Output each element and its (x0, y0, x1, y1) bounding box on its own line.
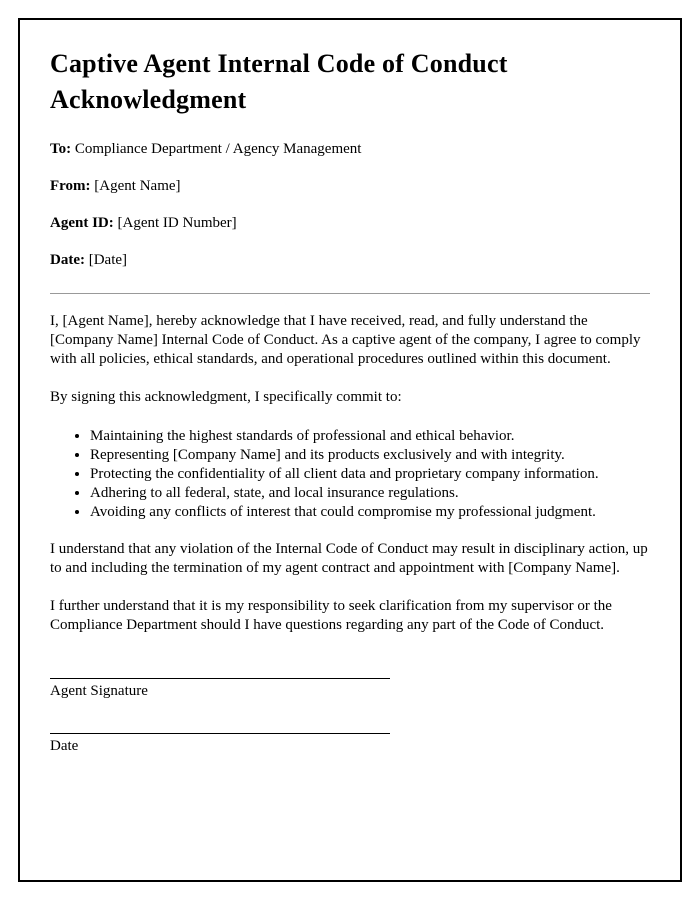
list-item: • Avoiding any conflicts of interest that could compromise my professional judgment. (90, 503, 650, 521)
meta-line-agent-id (50, 214, 650, 232)
violation-paragraph: I understand that any violation of the Internal Code of Conduct may result in disciplinary action, up to and including the termination of my agent contract and appointment with [Company Name]. (50, 540, 648, 576)
meta-line-date (50, 251, 650, 269)
date-label: Date: (50, 251, 85, 268)
from-label: From: (50, 177, 91, 194)
intro-paragraph: I, [Agent Name], hereby acknowledge that I have received, read, and fully understand the [Company Name] Internal Code of Conduct. As a captive agent of the company, I agree to comply with all policies, ethical standards, and operational procedures outlined within this document. (50, 312, 641, 368)
date-signature-label: Date (50, 738, 79, 755)
agent-id-label: Agent ID: (50, 214, 114, 231)
agent-signature-label: Agent Signature (50, 683, 148, 700)
list-item: • Adhering to all federal, state, and local insurance regulations. (90, 484, 650, 502)
section-divider (50, 293, 650, 294)
meta-line-from (50, 177, 650, 195)
list-item: • Representing [Company Name] and its products exclusively and with integrity. (90, 446, 650, 464)
commitments-list (50, 427, 650, 521)
from-value: [Agent Name] (94, 177, 181, 194)
to-label: To: (50, 140, 72, 157)
date-value: [Date] (88, 251, 128, 268)
agent-id-value: [Agent ID Number] (117, 214, 237, 231)
date-line (50, 722, 390, 734)
document-title: Captive Agent Internal Code of Conduct Acknowledgment (50, 49, 508, 114)
clarification-paragraph: I further understand that it is my responsibility to seek clarification from my supervisor or the Compliance Department should I have questions regarding any part of the Code of Conduct. (50, 597, 612, 634)
list-item: • Maintaining the highest standards of professional and ethical behavior. (90, 427, 650, 445)
signature-block (50, 667, 650, 755)
document-page (18, 18, 682, 882)
agent-signature-line (50, 667, 390, 679)
to-value: Compliance Department / Agency Management (74, 140, 362, 157)
meta-line-to (50, 140, 650, 158)
list-item: • Protecting the confidentiality of all client data and proprietary company information. (90, 465, 650, 483)
commitments-intro-paragraph: By signing this acknowledgment, I specifically commit to: (50, 389, 402, 406)
